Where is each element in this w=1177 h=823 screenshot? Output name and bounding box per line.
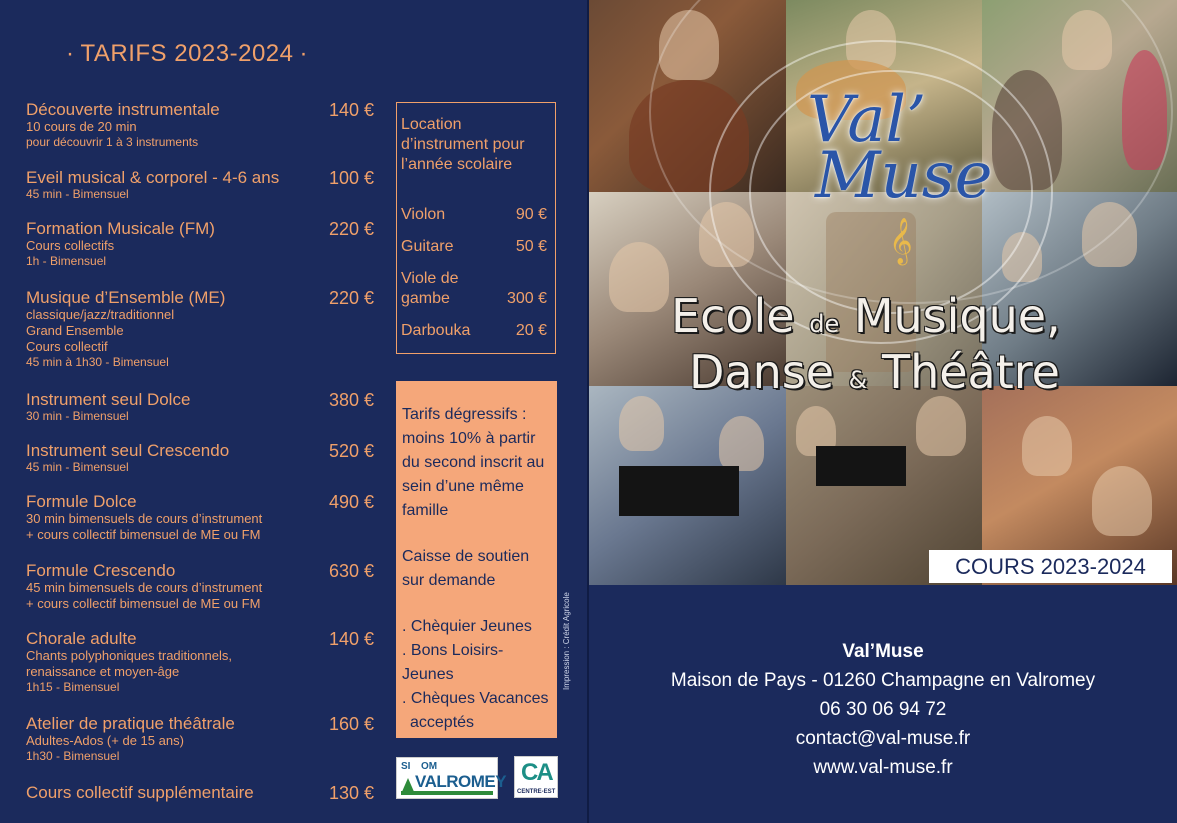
location-price: 90 €: [515, 206, 547, 223]
brand-line-1: Val’: [807, 83, 927, 157]
location-label: Viole de gambe: [401, 270, 459, 307]
location-label: Violon: [401, 206, 446, 223]
discount-text: Tarifs dégressifs : moins 10% à partir du second inscrit au sein d’une même famille: [402, 406, 545, 519]
contact-block: [589, 638, 1177, 782]
cours-year-badge: COURS 2023-2024: [929, 550, 1172, 583]
logo-text: CENTRE-EST: [517, 789, 556, 795]
tarif-price: 100 €: [328, 168, 374, 188]
tarif-price: 220 €: [328, 219, 374, 239]
photo-saxophone-duo: [589, 386, 786, 585]
phone-number[interactable]: 06 30 06 94 72: [819, 699, 947, 720]
tarif-name: Atelier de pratique théâtrale: [26, 714, 235, 733]
logo-text: SI: [401, 761, 411, 772]
tarif-detail: 10 cours de 20 min: [26, 119, 137, 134]
title-dot-left: ·: [66, 40, 75, 67]
email-link[interactable]: contact@val-muse.fr: [795, 728, 971, 749]
tarif-price: 140 €: [328, 629, 374, 649]
support-fund-text: Caisse de soutien sur demande: [402, 548, 530, 589]
tarif-item: [26, 783, 376, 802]
tarif-price: 520 €: [328, 441, 374, 461]
tarif-item: [26, 441, 376, 475]
tarif-name: Instrument seul Crescendo: [26, 441, 230, 460]
tarif-detail: renaissance et moyen-âge: [26, 664, 180, 679]
tarifs-title: [60, 40, 314, 68]
tarifs-title-text: TARIFS 2023-2024: [80, 40, 294, 67]
tarif-item: [26, 629, 376, 695]
tarif-name: Eveil musical & corporel - 4-6 ans: [26, 168, 280, 187]
tarif-name: Formation Musicale (FM): [26, 219, 215, 238]
tarif-price: 490 €: [328, 492, 374, 512]
logo-text: CA: [521, 759, 552, 786]
payment-option: . Bons Loisirs-Jeunes: [402, 642, 504, 683]
tarif-detail: 1h15 - Bimensuel: [26, 680, 120, 694]
location-price: 20 €: [515, 322, 547, 339]
tarif-item: [26, 561, 376, 612]
tarif-price: 380 €: [328, 390, 374, 410]
tarif-name: Musique d’Ensemble (ME): [26, 288, 226, 307]
payment-option: . Chèquier Jeunes: [402, 618, 532, 635]
tarif-name: Cours collectif supplémentaire: [26, 783, 254, 802]
impression-credit: Impression : Crédit Agricole: [562, 592, 571, 690]
tarif-name: Formule Crescendo: [26, 561, 176, 580]
valmuse-logo: [807, 83, 993, 213]
tarif-detail: classique/jazz/traditionnel: [26, 307, 175, 322]
credit-agricole-logo: [514, 756, 558, 798]
location-label: Guitare: [401, 238, 454, 255]
tarif-detail: + cours collectif bimensuel de ME ou FM: [26, 527, 261, 542]
cover-panel: [589, 0, 1177, 823]
tarif-detail: 1h - Bimensuel: [26, 254, 107, 268]
logo-bar: [401, 791, 493, 795]
tarif-detail: 30 min - Bimensuel: [26, 409, 129, 423]
tarif-item: [26, 714, 376, 764]
tarif-detail: pour découvrir 1 à 3 instruments: [26, 135, 199, 149]
location-box: [396, 102, 556, 354]
tarif-price: 220 €: [328, 288, 374, 308]
logo-text: OM: [421, 761, 438, 772]
location-item-darbouka: [401, 321, 547, 341]
tarif-detail: Grand Ensemble: [26, 323, 124, 338]
tarif-detail: 45 min bimensuels de cours d’instrument: [26, 580, 263, 595]
discount-box: [396, 381, 557, 738]
tarifs-panel: [0, 0, 588, 823]
tarif-item: [26, 288, 376, 370]
brand-line-2: Muse: [815, 139, 993, 213]
location-item-violon: [401, 205, 547, 225]
org-name: Val’Muse: [842, 641, 924, 662]
tarif-detail: Cours collectifs: [26, 238, 115, 253]
tarif-detail: 1h30 - Bimensuel: [26, 749, 120, 763]
website-link[interactable]: www.val-muse.fr: [813, 757, 953, 778]
tarif-name: Chorale adulte: [26, 629, 137, 648]
location-price: 300 €: [506, 290, 547, 307]
tarif-item: [26, 219, 376, 269]
tarif-detail: Cours collectif: [26, 339, 108, 354]
tarif-detail: 45 min à 1h30 - Bimensuel: [26, 355, 169, 369]
location-item-viole: [401, 269, 487, 309]
tarif-item: [26, 492, 376, 543]
treble-clef-icon: 𝄞: [889, 218, 913, 264]
school-headline: Ecole de Musique, Danse & Théâtre: [671, 289, 1061, 399]
address: Maison de Pays - 01260 Champagne en Valromey: [670, 670, 1096, 691]
location-price: 50 €: [515, 238, 547, 255]
tarif-name: Instrument seul Dolce: [26, 390, 191, 409]
tarif-item: [26, 100, 376, 150]
tarif-detail: 45 min - Bimensuel: [26, 187, 129, 201]
payment-option: . Chèques Vacances acceptés: [402, 690, 549, 731]
tarif-price: 630 €: [328, 561, 374, 581]
sivom-valromey-logo: [396, 757, 507, 799]
tarif-detail: + cours collectif bimensuel de ME ou FM: [26, 596, 261, 611]
tarif-detail: 30 min bimensuels de cours d’instrument: [26, 511, 263, 526]
location-title: Location d’instrument pour l’année scolaire: [401, 116, 525, 173]
tarif-name: Découverte instrumentale: [26, 100, 220, 119]
location-item-guitare: [401, 237, 547, 257]
tarif-detail: Chants polyphoniques traditionnels,: [26, 648, 232, 663]
tarif-detail: Adultes-Ados (+ de 15 ans): [26, 733, 184, 748]
tarif-detail: 45 min - Bimensuel: [26, 460, 129, 474]
title-dot-right: ·: [299, 40, 308, 67]
tarif-price: 160 €: [328, 714, 374, 734]
tarif-price: 140 €: [328, 100, 374, 120]
tarif-item: [26, 168, 376, 202]
tarif-price: 130 €: [328, 783, 374, 803]
location-label: Darbouka: [401, 322, 471, 339]
logo-text: VALROMEY: [415, 772, 507, 791]
tarif-name: Formule Dolce: [26, 492, 137, 511]
tarif-item: [26, 390, 376, 424]
